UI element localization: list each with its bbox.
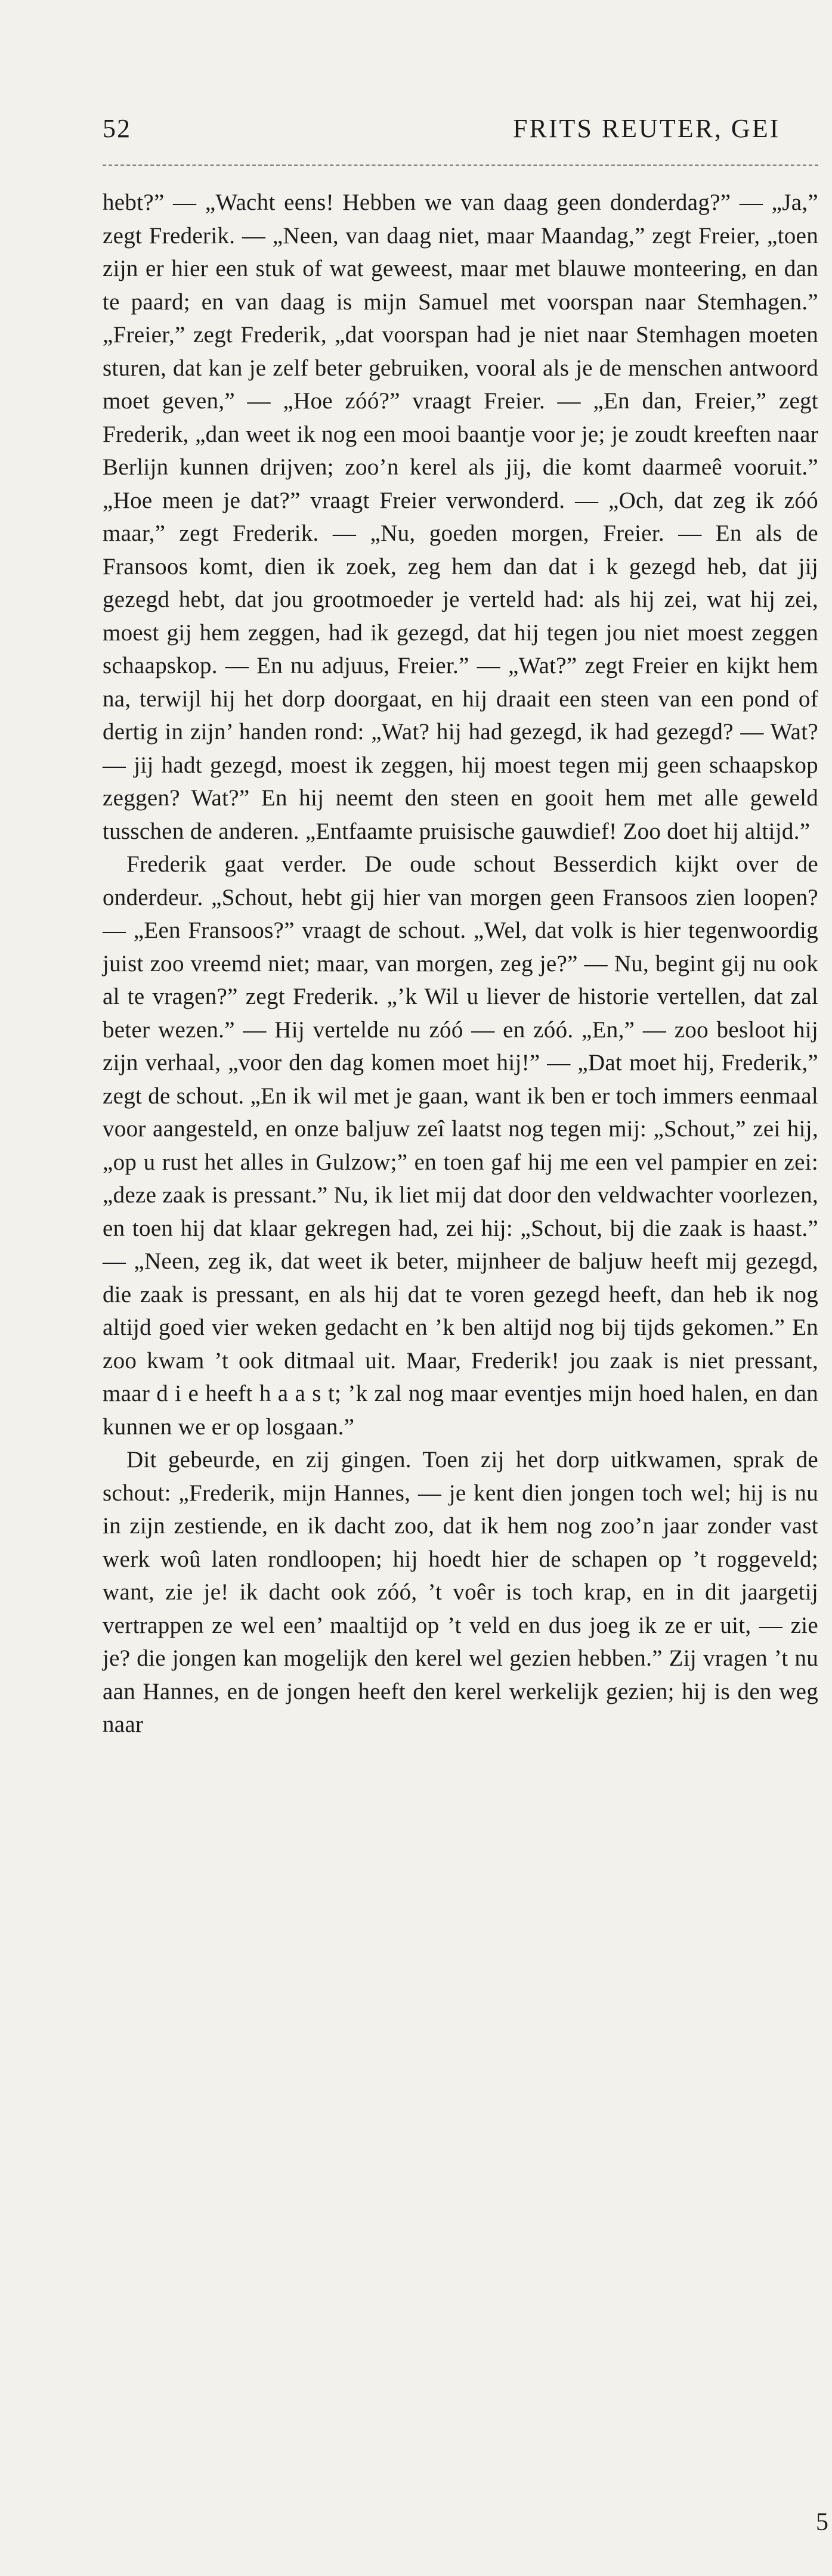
- running-title: FRITS REUTER, GEI: [513, 114, 781, 143]
- header-rule: [103, 165, 818, 166]
- page-number: 52: [103, 114, 131, 143]
- paragraph-3: Dit gebeurde, en zij gingen. Toen zij het dorp uitkwamen, sprak de schout: „Frederik, mijn Hannes, — je kent dien jongen toch wel; hij is nu in zijn zestiende, en ik dacht zoo, dat ik hem nog zoo’n jaar zonder vast werk woû laten rondloopen; hij hoedt hier de schapen op ’t roggeveld; want, zie je! ik dacht ook zóó, ’t voêr is toch krap, en in dit jaargetij vertrappen ze wel een’ maaltijd op ’t veld en dus joeg ik ze er uit, — zie je? die jongen kan mogelijk den kerel wel gezien hebben.” Zij vragen ’t nu aan Hannes, en de jongen heeft den kerel werkelijk gezien; hij is den weg naar: [103, 1447, 818, 1737]
- body-text: [103, 186, 818, 1741]
- paragraph-2: Frederik gaat verder. De oude schout Besserdich kijkt over de onderdeur. „Schout, hebt gij hier van morgen geen Fransoos zien loopen? — „Een Fransoos?” vraagt de schout. „Wel, dat volk is hier tegenwoordig juist zoo vreemd niet; maar, van morgen, zeg je?” — Nu, begint gij nu ook al te vragen?” zegt Frederik. „’k Wil u liever de historie vertellen, dat zal beter wezen.” — Hij vertelde nu zóó — en zóó. „En,” — zoo besloot hij zijn verhaal, „voor den dag komen moet hij!” — „Dat moet hij, Frederik,” zegt de schout. „En ik wil met je gaan, want ik ben er toch immers eenmaal voor aangesteld, en onze baljuw zeî laatst nog tegen mij: „Schout,” zei hij, „op u rust het alles in Gulzow;” en toen gaf hij me een vel pampier en zei: „deze zaak is pressant.” Nu, ik liet mij dat door den veldwachter voorlezen, en toen hij dat klaar gekregen had, zei hij: „Schout, bij die zaak is haast.” — „Neen, zeg ik, dat weet ik beter, mijnheer de baljuw heeft mij gezegd, die zaak is pressant, en als hij dat te voren gezegd heeft, dan heb ik nog altijd goed vier weken gedacht en ’k ben altijd nog bij tijds gekomen.” En zoo kwam ’t ook ditmaal uit. Maar, Frederik! jou zaak is niet pressant, maar d i e heeft h a a s t; ’k zal nog maar eventjes mijn hoed halen, en dan kunnen we er op losgaan.”: [103, 851, 818, 1440]
- page-header: [0, 113, 832, 155]
- paragraph-1: hebt?” — „Wacht eens! Hebben we van daag geen donderdag?” — „Ja,” zegt Frederik. — „Neen, van daag niet, maar Maandag,” zegt Freier, „toen zijn er hier een stuk of wat geweest, maar met blauwe monteering, en dan te paard; en van daag is mijn Samuel met voorspan naar Stemhagen.” „Freier,” zegt Frederik, „dat voorspan had je niet naar Stemhagen moeten sturen, dat kan je zelf beter gebruiken, vooral als je de menschen antwoord moet geven,” — „Hoe zóó?” vraagt Freier. — „En dan, Freier,” zegt Frederik, „dan weet ik nog een mooi baantje voor je; je zoudt kreeften naar Berlijn kunnen drijven; zoo’n kerel als jij, die komt daarmeê vooruit.” „Hoe meen je dat?” vraagt Freier verwonderd. — „Och, dat zeg ik zóó maar,” zegt Frederik. — „Nu, goeden morgen, Freier. — En als de Fransoos komt, dien ik zoek, zeg hem dan dat i k gezegd heb, dat jij gezegd hebt, dat jou grootmoeder je verteld had: als hij zei, wat hij zei, moest gij hem zeggen, had ik gezegd, dat hij tegen jou niet moest zeggen schaapskop. — En nu adjuus, Freier.” — „Wat?” zegt Freier en kijkt hem na, terwijl hij het dorp doorgaat, en hij draait een steen van een pond of dertig in zijn’ handen rond: „Wat? hij had gezegd, ik had gezegd? — Wat? — jij hadt gezegd, moest ik zeggen, hij moest tegen mij geen schaapskop zeggen? Wat?” En hij neemt den steen en gooit hem met alle geweld tusschen de anderen. „Entfaamte pruisische gauwdief! Zoo doet hij altijd.”: [103, 190, 818, 844]
- footer-page-number: 5: [816, 2509, 828, 2536]
